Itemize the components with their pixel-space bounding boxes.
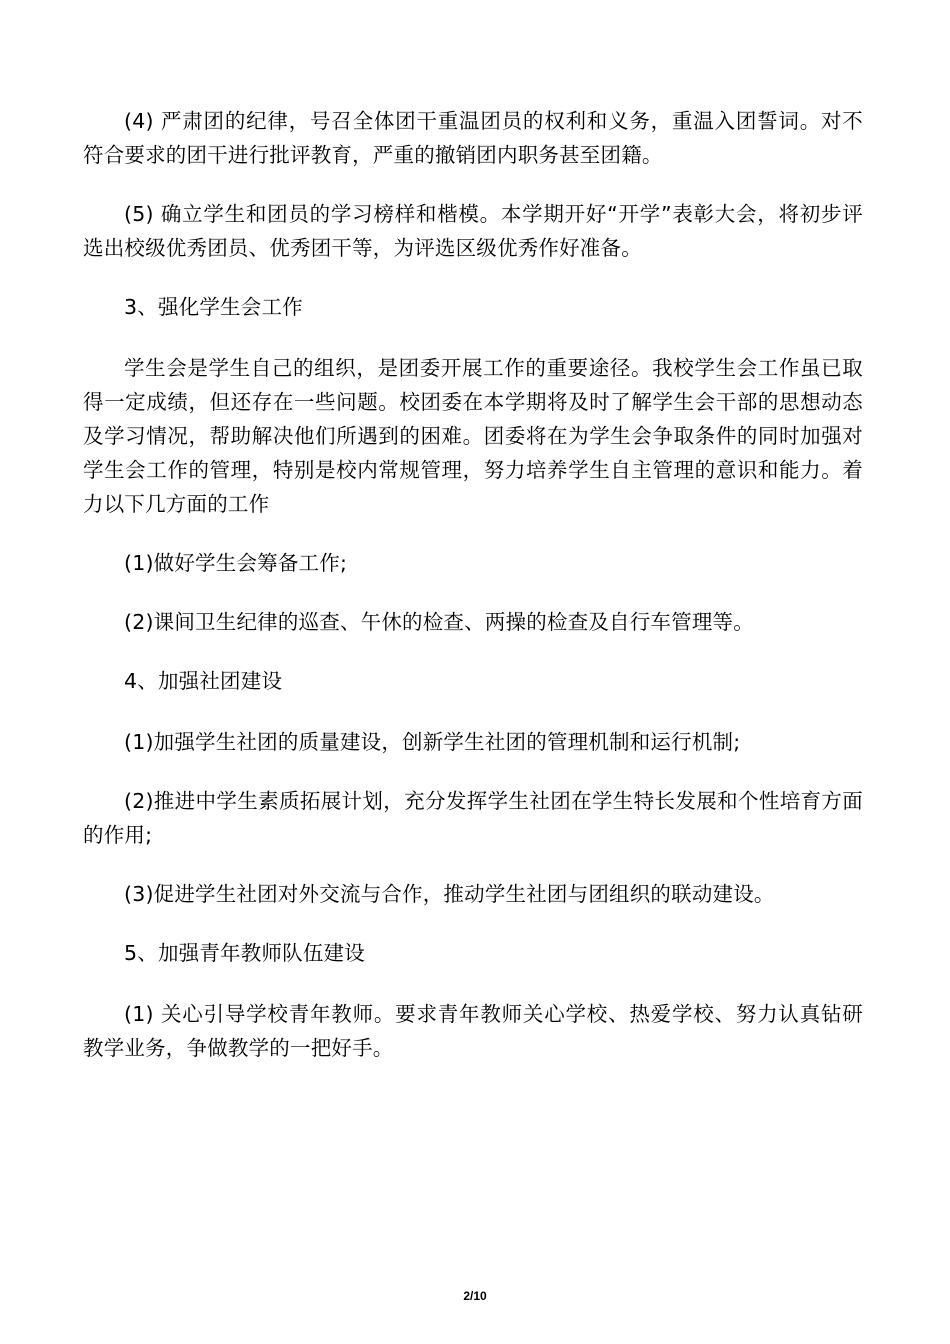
section-heading-young-teachers: 5、加强青年教师队伍建设 (124, 941, 365, 965)
section-heading-student-union: 3、强化学生会工作 (124, 295, 303, 319)
list-item-young-teachers: (1) 关心引导学校青年教师。要求青年教师关心学校、热爱学校、努力认真钻研教学业务，争做教学的一把好手。 (83, 1002, 863, 1060)
list-item-inspection: (2)课间卫生纪律的巡查、午休的检查、两操的检查及自行车管理等。 (124, 610, 754, 634)
section-heading-clubs: 4、加强社团建设 (124, 669, 283, 693)
list-item-club-development: (2)推进中学生素质拓展计划，充分发挥学生社团在学生特长发展和个性培育方面的作用; (83, 789, 863, 847)
list-item-union-prep: (1)做好学生会筹备工作; (124, 551, 348, 575)
page-number: 2/10 (463, 1289, 487, 1303)
paragraph-discipline: (4) 严肃团的纪律，号召全体团干重温团员的权利和义务，重温入团誓词。对不符合要求的团干进行批评教育，严重的撤销团内职务甚至团籍。 (83, 109, 863, 167)
document-body (83, 104, 863, 1090)
list-item-club-exchange: (3)促进学生社团对外交流与合作，推动学生社团与团组织的联动建设。 (124, 882, 775, 906)
paragraph-student-union: 学生会是学生自己的组织，是团委开展工作的重要途径。我校学生会工作虽已取得一定成绩，但还存在一些问题。校团委在本学期将及时了解学生会干部的思想动态及学习情况，帮助解决他们所遇到的困难。团委将在为学生会争取条件的同时加强对学生会工作的管理，特别是校内常规管理，努力培养学生自主管理的意识和能力。着力以下几方面的工作 (83, 356, 863, 516)
list-item-club-quality: (1)加强学生社团的质量建设，创新学生社团的管理机制和运行机制; (124, 730, 741, 754)
paragraph-role-models: (5) 确立学生和团员的学习榜样和楷模。本学期开好“开学”表彰大会，将初步评选出校级优秀团员、优秀团干等，为评选区级优秀作好准备。 (83, 202, 863, 260)
